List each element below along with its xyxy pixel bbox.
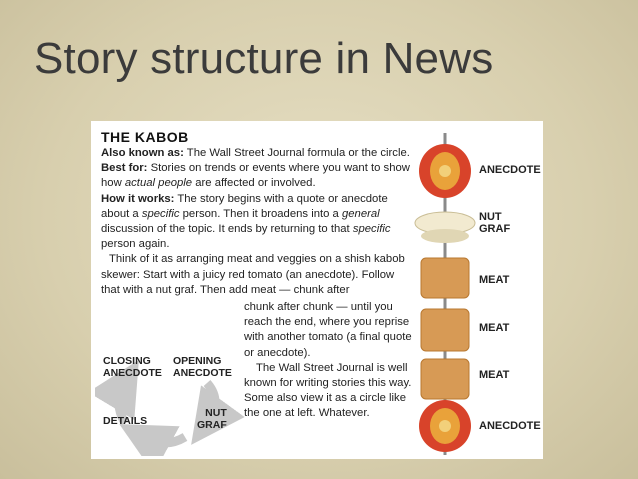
label-meat-3: MEAT: [479, 369, 510, 381]
tomato-top: [419, 144, 471, 198]
arrow-nut-to-details: [143, 437, 185, 443]
label-meat-1: MEAT: [479, 274, 510, 286]
circle-label-closing: CLOSING ANECDOTE: [103, 355, 162, 379]
slide-title: Story structure in News: [34, 34, 494, 83]
continuation-text: chunk after chunk — until you reach the end, where you reprise with another tomato (a final quote or anecdote).: [244, 301, 412, 359]
meat-chunk-1: [421, 258, 469, 298]
how-text-3: discussion of the topic. It ends by returning to that: [101, 223, 353, 236]
kabob-infographic: [91, 121, 543, 459]
label-anecdote-top: ANECDOTE: [479, 164, 541, 176]
how-label: How it works:: [101, 192, 175, 205]
meat-chunk-2: [421, 309, 469, 351]
skewer-graphic: [407, 121, 487, 459]
story-circle-diagram: [95, 331, 245, 456]
label-meat-2: MEAT: [479, 322, 510, 334]
how-text-4: person again.: [101, 238, 170, 251]
nut-graf-veggie: [415, 212, 475, 243]
label-anecdote-bottom: ANECDOTE: [479, 420, 541, 432]
kabob-skewer-diagram: [407, 121, 543, 459]
best-for-text-end: are affected or involved.: [192, 177, 316, 190]
circle-label-opening: OPENING ANECDOTE: [173, 355, 232, 379]
how-italic-3: specific: [352, 223, 391, 236]
also-known-line: [101, 146, 411, 161]
how-text-2: person. Then it broadens into a: [179, 207, 342, 220]
skewer-paragraph: Think of it as arranging meat and veggies on a shish kabob skewer: Start with a juicy red tomato (an anecdote). Follow that with a nut graf. Then add meat — chunk after: [101, 253, 405, 296]
wsj-paragraph: The Wall Street Journal is well known for writing stories this way. Some also view it as a circle like the one at left. Whatever.: [244, 361, 412, 420]
how-it-works-line: [101, 192, 411, 253]
circle-label-nut-graf: NUT GRAF: [197, 407, 227, 431]
tomato-bottom: [419, 400, 471, 452]
label-nut-graf: NUT GRAF: [479, 211, 511, 235]
how-italic-2: general: [341, 207, 380, 220]
how-italic-1: specific: [141, 207, 180, 220]
best-for-label: Best for:: [101, 162, 148, 175]
infographic-heading: THE KABOB: [101, 129, 189, 145]
circle-arrows: [95, 331, 245, 456]
also-known-label: Also known as:: [101, 147, 184, 159]
kabob-description: [101, 129, 411, 298]
best-for-italic: actual people: [124, 177, 193, 190]
meat-chunk-3: [421, 359, 469, 399]
best-for-line: [101, 161, 411, 191]
how-text-1: The story begins with a quote or anecdote about a: [101, 192, 388, 220]
circle-label-details: DETAILS: [103, 415, 148, 427]
also-known-text: The Wall Street Journal formula or the circle.: [183, 147, 410, 159]
lower-paragraph: [244, 300, 414, 422]
best-for-text: Stories on trends or events where you want to show how: [101, 162, 410, 190]
